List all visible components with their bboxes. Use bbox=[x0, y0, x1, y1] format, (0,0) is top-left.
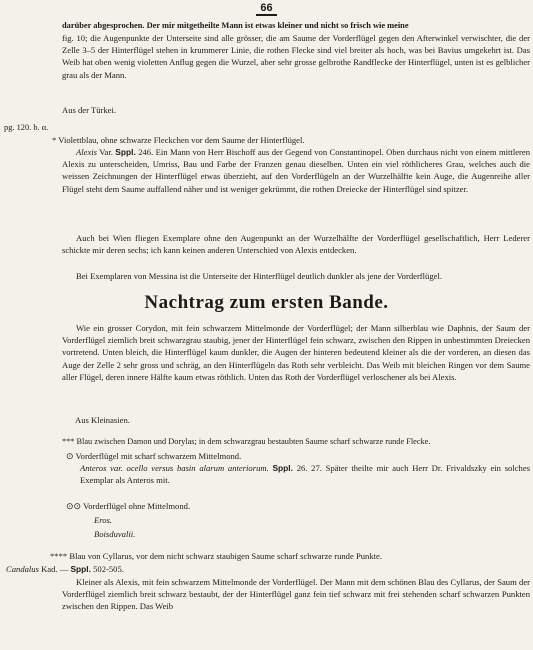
top-closing: Aus der Türkei. bbox=[62, 105, 117, 115]
species-name: Alexis bbox=[76, 147, 97, 157]
messina-paragraph: Bei Exemplaren von Messina ist die Unterseite der Hinterflügel deutlich dunkler als jene der Vorderflügel. bbox=[76, 271, 443, 281]
sppl-label: Sppl. bbox=[70, 564, 91, 574]
top-paragraph: fig. 10; die Augenpunkte der Unterseite sind alle grösser, die am Saume der Vorderflügel gegen den Afterwinkel verwischter, die der Zelle 3–5 der Hinterflügel stehen in krummerer Linie, die rothen Flecke sind viel breiter als hoch, was bei Bavius umgekehrt ist. Das Weib hat oben wenig violetten Anflug gegen die Wurzel, aber sehr grosse gelbrothe Randflecke der Hinterflügel, unten ist es gelblicher grau als der Mann. bbox=[62, 33, 530, 80]
ocello-line: ⊙ Vorderflügel mit scharf schwarzem Mittelmond. bbox=[66, 451, 242, 462]
ocello-symbol: ⊙ bbox=[66, 452, 74, 462]
ocello-paragraph: Anteros var. ocello versus basin alarum anteriorum. Sppl. 26. 27. Später theilte mir auch Herr Dr. Frivaldszky ein solches Exemplar als Anteros mit. bbox=[80, 463, 531, 486]
candalus-name: Candalus bbox=[6, 564, 39, 574]
page-number: 66 bbox=[0, 2, 533, 14]
candalus-paragraph: Kleiner als Alexis, mit fein schwarzem Mittelmonde der Vorderflügel. Der Mann mit dem schönen Blau des Cyllarus, der Saum der Vorderflügel ziemlich breit schwarz bestaubt, der der Hinterflügel ganz fein tief schwarz mit frei stehenden scharf schwarzen Punkten zwischen den Rippen. Das Weib bbox=[62, 577, 530, 612]
triple-star-line: *** Blau zwischen Damon und Dorylas; in dem schwarzgrau bestaubten Saume scharf schwarze runde Flecke. bbox=[62, 437, 431, 446]
eros-name: Eros. bbox=[94, 515, 113, 525]
corydon-paragraph: Wie ein grosser Corydon, mit fein schwarzem Mittelmonde der Vorderflügel; der Mann silberblau wie Daphnis, der Saum der Vorderflügel ziemlich breit schwarzgrau staubig, jener der Hinterflügel fein schwarz, zwischen den Rippen in unbestimmten Dreiecken vortretend. Unten bleich, die Hinterflügel kaum dunkler, die Augen der hinteren bedeutend kleiner als die der vorderen, an diesen das Auge der Zelle 2 sehr gross und schräg, an den Hinterflügeln das Roth sehr verbleicht. Das Weib mit bleichen Ringen vor dem Saume aller Flügel, deren innere Hälfte kaum etwas röthlich. Unten das Roth der Vorderflügel verloschener als bei Alexis. bbox=[62, 323, 530, 382]
vienna-paragraph: Auch bei Wien fliegen Exemplare ohne den Augenpunkt an der Wurzelhälfte der Vorderflügel gesellschaftlich, Herr Lederer schickte mir deren sechs; ich kann keinen anderen Unterschied von Alexis entdecken. bbox=[62, 233, 530, 256]
candalus-line: Candalus Kad. — Sppl. 502-505. bbox=[6, 564, 124, 574]
boisduvalii-name: Boisduvalii. bbox=[94, 529, 136, 539]
alexis-description: Ein Mann von Herr Bischoff aus der Gegend von Constantinopel. Oben durchaus nicht von einem mittleren Alexis zu unterscheiden, Umriss, Bau und Farbe der Franzen genau dieselben. Unten ein viel röthlicheres Grau, welches auch die weissen Zeichnungen der Hinterflügel etwas überzieht, auf den Vorderflügeln an der Wurzelhälfte kein Auge, die Augenreihe aller Flügel steht dem Saume auffallend näher und ist weniger gekrümmt, die rothen Dreiecke der Hinterflügel sind spitzer. bbox=[62, 147, 530, 194]
alexis-var-paragraph: Alexis Var. Sppl. 246. Ein Mann von Herr Bischoff aus der Gegend von Constantinopel. Oben durchaus nicht von einem mittleren Alexis zu unterscheiden, Umriss, Bau und Farbe der Franzen genau dieselben. Unten ein viel röthlicheres Grau, welches auch die weissen Zeichnungen der Hinterflügel etwas überzieht, auf den Vorderflügeln an der Wurzelhälfte kein Auge, die Augenreihe aller Flügel steht dem Saume auffallend näher und ist weniger gekrümmt, die rothen Dreiecke der Hinterflügel sind spitzer. bbox=[62, 147, 530, 194]
corydon-closing: Aus Kleinasien. bbox=[75, 415, 130, 425]
double-ocello-symbol: ⊙⊙ bbox=[66, 502, 82, 512]
sppl-label: Sppl. bbox=[115, 147, 136, 157]
alexis-star-line: * Violettblau, ohne schwarze Fleckchen vor dem Saume der Hinterflügel. bbox=[52, 135, 305, 145]
quad-star-line: **** Blau von Cyllarus, vor dem nicht schwarz staubigen Saume scharf schwarze runde Punkte. bbox=[50, 551, 382, 561]
double-ocello-line: ⊙⊙ Vorderflügel ohne Mittelmond. bbox=[66, 501, 191, 512]
sppl-label: Sppl. bbox=[272, 463, 293, 473]
section-heading: Nachtrag zum ersten Bande. bbox=[144, 292, 389, 313]
top-first-line: darüber abgesprochen. Der mir mitgetheilte Mann ist etwas kleiner und nicht so frisch wie meine bbox=[62, 21, 409, 30]
margin-reference: pg. 120. b. α. bbox=[4, 123, 49, 132]
